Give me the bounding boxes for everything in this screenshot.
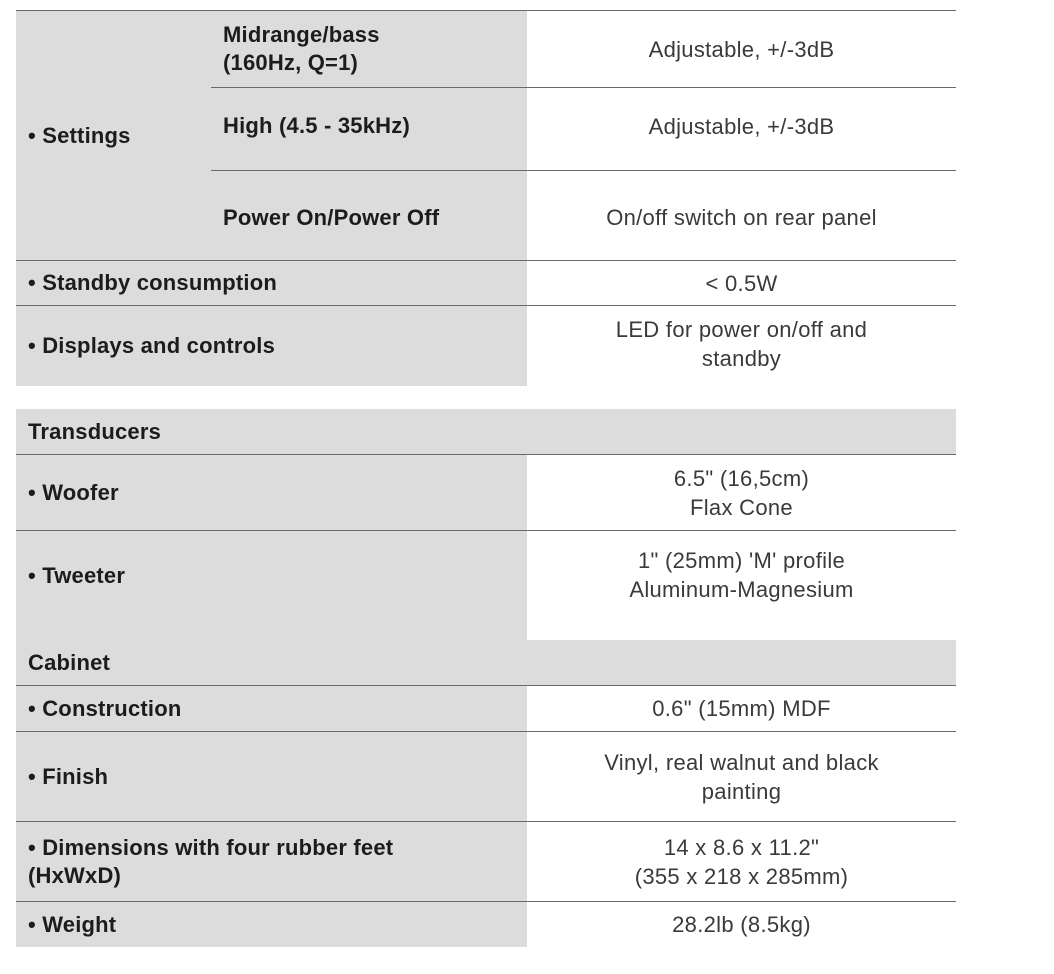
finish-label: • Finish [28, 763, 109, 789]
dimensions-value: 14 x 8.6 x 11.2" (355 x 218 x 285mm) [527, 822, 956, 901]
woofer-row [16, 455, 956, 530]
tweeter-label-cell [16, 531, 527, 640]
finish-label-cell [16, 732, 527, 821]
settings-row-name: Power On/Power Off [223, 204, 440, 230]
transducers-heading-bar [16, 409, 956, 454]
standby-label: • Standby consumption [28, 270, 278, 295]
displays-label-cell [16, 306, 527, 386]
cabinet-heading: Cabinet [28, 649, 111, 675]
settings-row-name: High (4.5 - 35kHz) [223, 113, 410, 138]
weight-label-cell [16, 902, 527, 947]
settings-row-value: Adjustable, +/-3dB [527, 11, 956, 87]
settings-row-high [16, 88, 956, 170]
standby-value: < 0.5W [527, 261, 956, 305]
displays-row [16, 306, 956, 386]
settings-row-midrange [16, 11, 956, 87]
weight-row [16, 902, 956, 947]
settings-row-value: Adjustable, +/-3dB [527, 88, 956, 170]
displays-label: • Displays and controls [28, 333, 276, 358]
cabinet-heading-bar [16, 640, 956, 685]
construction-label-cell [16, 686, 527, 731]
settings-row-value: On/off switch on rear panel [527, 171, 956, 260]
construction-value: 0.6" (15mm) MDF [527, 686, 956, 731]
dimensions-label: • Dimensions with four rubber feet (HxWxD) [28, 834, 394, 888]
displays-value: LED for power on/off and standby [527, 306, 956, 386]
weight-value: 28.2lb (8.5kg) [527, 902, 956, 947]
weight-label: • Weight [28, 911, 117, 937]
settings-row-name: Midrange/bass (160Hz, Q=1) [223, 22, 380, 75]
standby-label-cell [16, 261, 527, 305]
woofer-value: 6.5" (16,5cm) Flax Cone [527, 455, 956, 530]
tweeter-row [16, 531, 956, 640]
finish-value: Vinyl, real walnut and black painting [527, 732, 956, 821]
settings-row-power [16, 171, 956, 260]
standby-row [16, 261, 956, 305]
woofer-label-cell [16, 455, 527, 530]
tweeter-label: • Tweeter [28, 562, 126, 588]
woofer-label: • Woofer [28, 479, 119, 505]
construction-label: • Construction [28, 695, 182, 721]
tweeter-value: 1" (25mm) 'M' profile Aluminum-Magnesium [527, 531, 956, 640]
construction-row [16, 686, 956, 731]
dimensions-label-cell [16, 822, 527, 901]
finish-row [16, 732, 956, 821]
dimensions-row [16, 822, 956, 901]
transducers-heading: Transducers [28, 418, 162, 444]
settings-label: • Settings [28, 122, 131, 148]
